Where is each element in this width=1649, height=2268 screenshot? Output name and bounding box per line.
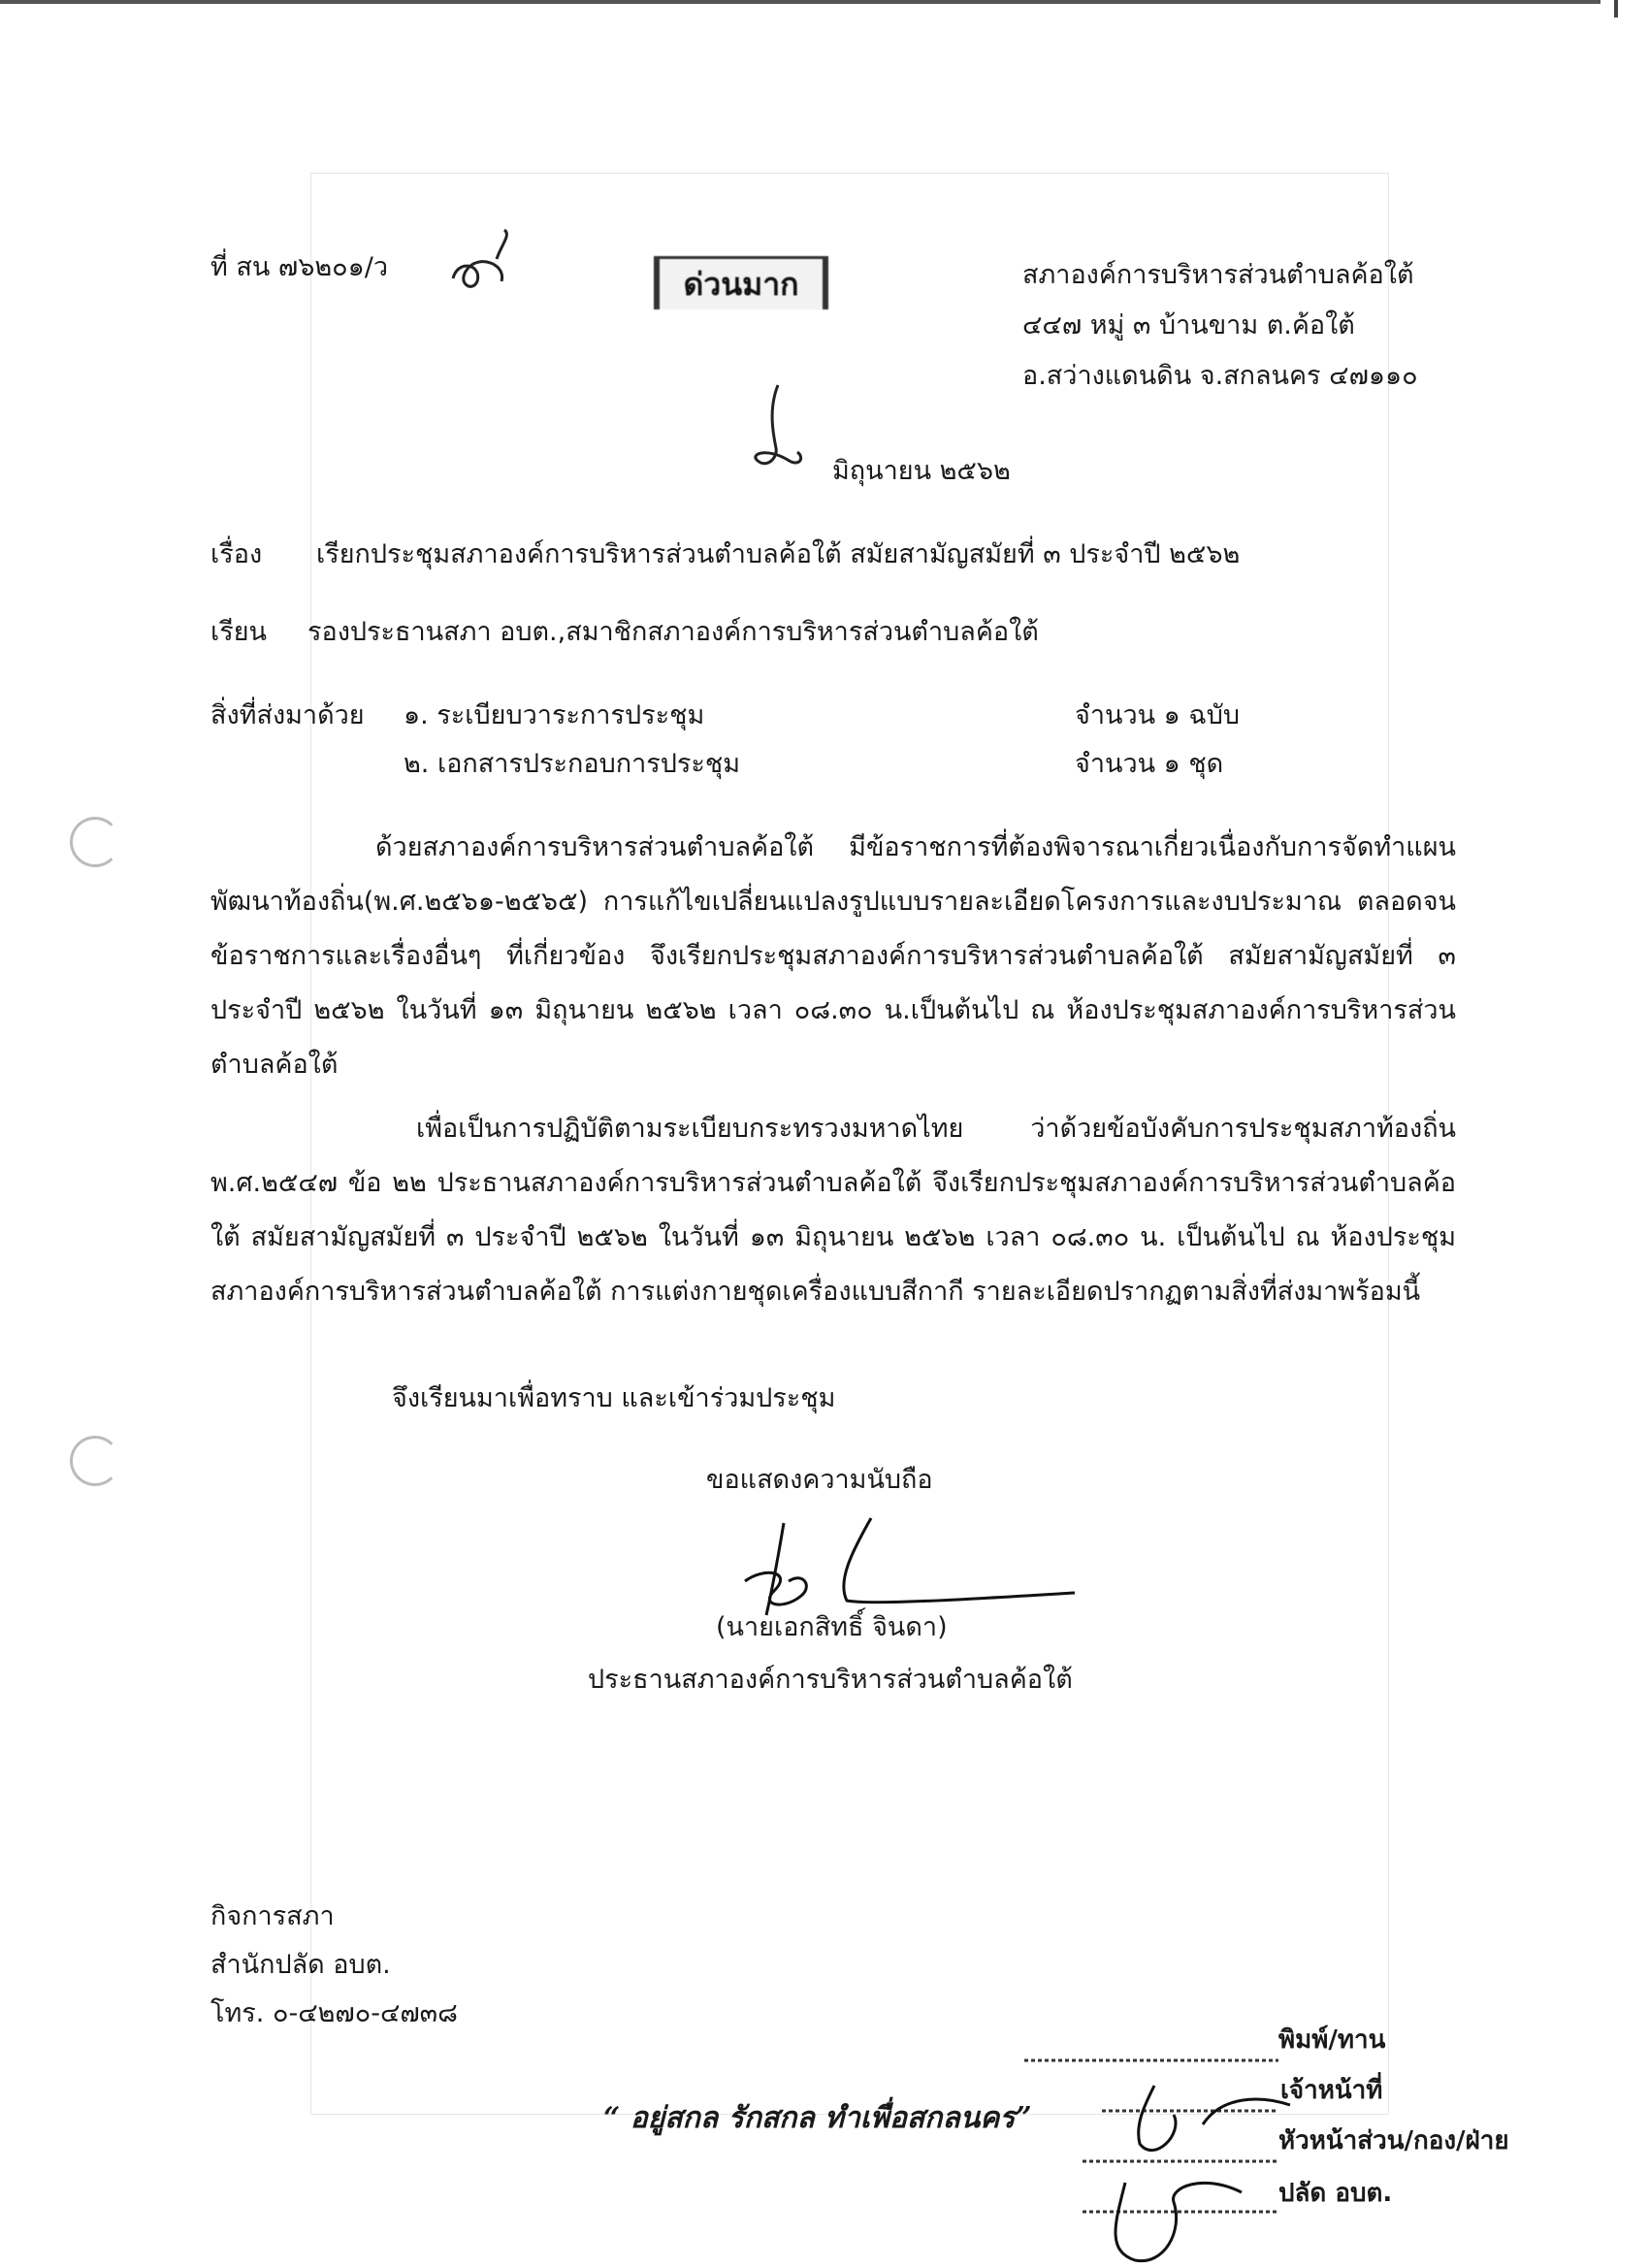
office-line-2: สำนักปลัด อบต. <box>210 1950 391 1980</box>
attachment-item-1: ๑. ระเบียบวาระการประชุม <box>404 700 705 730</box>
reference-number: ที่ สน ๗๖๒๐๑/ว <box>210 252 389 282</box>
scan-top-edge <box>0 0 1600 4</box>
signer-name: (นายเอกสิทธิ์ จินดา) <box>716 1612 948 1642</box>
routing-section-head: หัวหน้าส่วน/กอง/ฝ่าย <box>1278 2126 1509 2155</box>
date-month-year: มิถุนายน ๒๕๖๒ <box>832 456 1011 486</box>
handwritten-date-day <box>749 380 817 477</box>
office-line-1: กิจการสภา <box>210 1901 335 1931</box>
attachment-qty-1: จำนวน ๑ ฉบับ <box>1075 700 1241 730</box>
closing-line: จึงเรียนมาเพื่อทราบ และเข้าร่วมประชุม <box>392 1383 836 1413</box>
handwritten-ref-number <box>448 225 526 293</box>
punch-hole-bottom <box>70 1436 120 1486</box>
to-text: รองประธานสภา อบต.,สมาชิกสภาองค์การบริหารส่วนตำบลค้อใต้ <box>307 617 1039 647</box>
subject-text: เรียกประชุมสภาองค์การบริหารส่วนตำบลค้อใต้ สมัยสามัญสมัยที่ ๓ ประจำปี ๒๕๖๒ <box>316 539 1241 569</box>
routing-deputy-chief: ปลัด อบต. <box>1278 2179 1393 2208</box>
office-phone: โทร. ๐-๔๒๗๐-๔๗๓๘ <box>210 1998 458 2028</box>
routing-officer: เจ้าหน้าที่ <box>1280 2076 1383 2105</box>
subject-label: เรื่อง <box>210 539 263 569</box>
urgent-stamp: ด่วนมาก <box>654 256 828 309</box>
body-paragraph-1: ด้วยสภาองค์การบริหารส่วนตำบลค้อใต้ มีข้อราชการที่ต้องพิจารณาเกี่ยวเนื่องกับการจัดทำแผนพัฒนาท้องถิ่น(พ.ศ.๒๕๖๑-๒๕๖๕) การแก้ไขเปลี่ยนแปลงรูปแบบรายละเอียดโครงการและงบประมาณ ตลอดจนข้อราชการและเรื่องอื่นๆ ที่เกี่ยวข้อง จึงเรียกประชุมสภาองค์การบริหารส่วนตำบลค้อใต้ สมัยสามัญสมัยที่ ๓ ประจำปี ๒๕๖๒ ในวันที่ ๑๓ มิถุนายน ๒๕๖๒ เวลา ๐๘.๓๐ น.เป็นต้นไป ณ ห้องประชุมสภาองค์การบริหารส่วนตำบลค้อใต้ <box>210 832 1456 1080</box>
org-address-2: อ.สว่างแดนดิน จ.สกลนคร ๔๗๑๑๐ <box>1022 361 1418 391</box>
routing-initials <box>1067 2037 1310 2268</box>
punch-hole-top <box>70 817 120 867</box>
attachment-qty-2: จำนวน ๑ ชุด <box>1075 749 1224 779</box>
attachment-item-2: ๒. เอกสารประกอบการประชุม <box>404 749 741 779</box>
org-name: สภาองค์การบริหารส่วนตำบลค้อใต้ <box>1022 260 1414 290</box>
attachments-label: สิ่งที่ส่งมาด้วย <box>210 700 365 730</box>
to-label: เรียน <box>210 617 268 647</box>
signer-position: ประธานสภาองค์การบริหารส่วนตำบลค้อใต้ <box>588 1665 1073 1695</box>
routing-typed-checked: พิมพ์/ทาน <box>1278 2025 1386 2055</box>
salutation: ขอแสดงความนับถือ <box>706 1465 933 1495</box>
body-paragraph-2: เพื่อเป็นการปฏิบัติตามระเบียบกระทรวงมหาดไทย ว่าด้วยข้อบังคับการประชุมสภาท้องถิ่น พ.ศ.๒๕๔๗ ข้อ ๒๒ ประธานสภาองค์การบริหารส่วนตำบลค้อใต้ จึงเรียกประชุมสภาองค์การบริหารส่วนตำบลค้อใต้ สมัยสามัญสมัยที่ ๓ ประจำปี ๒๕๖๒ ในวันที่ ๑๓ มิถุนายน ๒๕๖๒ เวลา ๐๘.๓๐ น. เป็นต้นไป ณ ห้องประชุมสภาองค์การบริหารส่วนตำบลค้อใต้ การแต่งกายชุดเครื่องแบบสีกากี รายละเอียดปรากฏตามสิ่งที่ส่งมาพร้อมนี้ <box>210 1114 1456 1307</box>
scan-right-edge <box>1614 0 1618 17</box>
org-address-1: ๔๔๗ หมู่ ๓ บ้านขาม ต.ค้อใต้ <box>1022 310 1355 340</box>
motto: “ อยู่สกล รักสกล ทำเพื่อสกลนคร” <box>603 2101 1032 2135</box>
